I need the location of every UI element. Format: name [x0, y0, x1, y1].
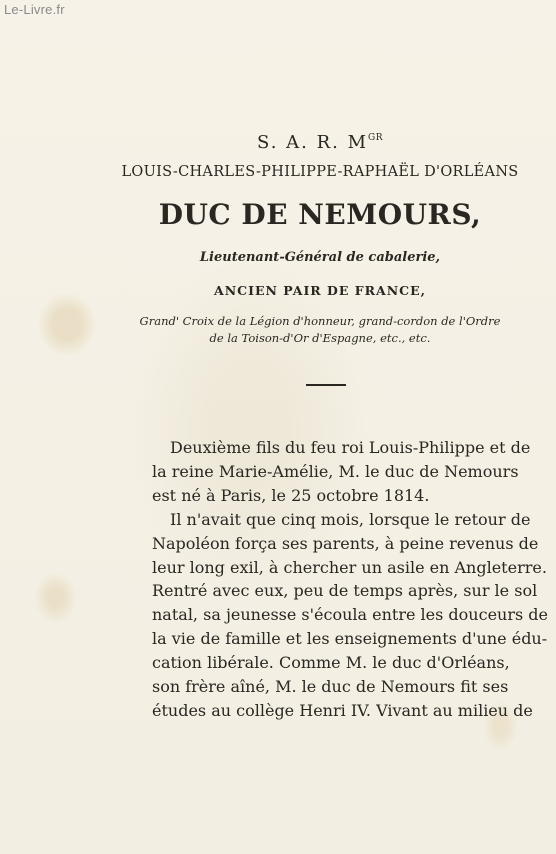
title-lieutenant: Lieutenant-Général de cabalerie, [199, 250, 441, 265]
watermark-text: Le-Livre.fr [4, 2, 65, 17]
title-full-name: LOUIS-CHARLES-PHILIPPE-RAPHAËL D'ORLÉANS [121, 164, 519, 180]
body-line: est né à Paris, le 25 octobre 1814. [152, 485, 430, 505]
body-line: Napoléon força ses parents, à peine revenus de [152, 533, 539, 553]
section-divider [306, 384, 346, 386]
body-text [152, 436, 548, 723]
title-duc: DUC DE NEMOURS, [158, 198, 482, 231]
title-sar [120, 132, 520, 153]
body-line: natal, sa jeunesse s'écoula entre les douceurs de [152, 605, 548, 625]
body-line: études au collège Henri IV. Vivant au milieu de [152, 700, 533, 720]
title-pair: ANCIEN PAIR DE FRANCE, [214, 283, 426, 298]
body-line: Il n'avait que cinq mois, lorsque le retour de [170, 509, 531, 529]
body-line: la vie de famille et les enseignements d'une édu- [152, 629, 548, 649]
body-line: leur long exil, à chercher un asile en Angleterre. [152, 557, 547, 577]
title-sar-text: S. A. R. M [257, 132, 369, 153]
title-decorations-line-1: Grand' Croix de la Légion d'honneur, grand-cordon de l'Ordre [139, 314, 501, 328]
title-decorations-line-2: de la Toison-d'Or d'Espagne, etc., etc. [209, 331, 431, 345]
body-line: Deuxième fils du feu roi Louis-Philippe et de [170, 438, 531, 457]
body-line: son frère aîné, M. le duc de Nemours fit ses [152, 677, 509, 697]
body-line: Rentré avec eux, peu de temps après, sur le sol [152, 581, 538, 601]
body-line: la reine Marie-Amélie, M. le duc de Nemours [152, 461, 519, 481]
body-line: cation libérale. Comme M. le duc d'Orléans, [152, 653, 510, 673]
title-decorations [120, 313, 520, 347]
title-sar-superscript: GR [368, 133, 383, 143]
